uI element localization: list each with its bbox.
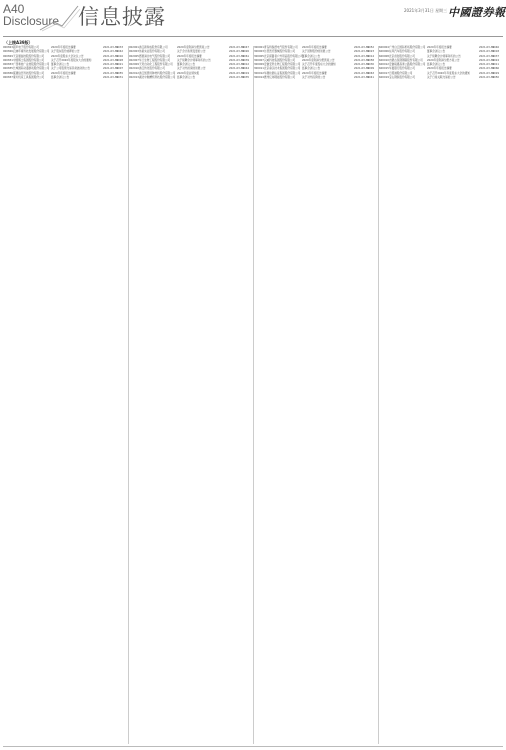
stock-code: 600010: [379, 58, 389, 62]
announcement-title: 2020年度利润分配预案公告: [302, 58, 335, 62]
issuer-name: 德豪润达电气股份有限公司: [139, 54, 171, 58]
announcement-date: 2021-03-31: [479, 58, 495, 62]
edition-number: B012: [242, 63, 249, 67]
announcement-title: 2020年年度报告摘要: [302, 71, 327, 75]
announcement-date: 2021-03-31: [103, 46, 119, 49]
edition-number: B044: [242, 67, 249, 71]
index-row: [254, 76, 378, 80]
index-row: [379, 76, 503, 80]
issuer-name: 浙江凯恩特种材料股份有限公司: [139, 71, 176, 75]
issuer-name: 广州白云国际机场股份有限公司: [389, 46, 426, 49]
edition-number: B031: [116, 76, 123, 80]
announcement-date: 2021-03-31: [229, 54, 245, 58]
announcement-date: 2021-03-31: [103, 71, 119, 75]
stock-code: 300012: [254, 71, 264, 75]
decoration-lines-icon: [40, 4, 80, 32]
announcement-title: 关于回购股份的进展公告: [302, 50, 331, 54]
announcement-title: 董事会决议公告: [177, 63, 196, 67]
stock-code: 000829: [3, 54, 13, 58]
section-title: 信息披露: [78, 5, 166, 29]
announcement-date: 2021-03-31: [479, 76, 495, 80]
issuer-name: 华夏银行股份有限公司: [389, 67, 415, 71]
announcement-title: 监事会决议公告: [177, 76, 196, 80]
announcement-date: 2021-03-31: [103, 50, 119, 54]
issuer-name: 乐普医疗器械股份有限公司: [264, 50, 296, 54]
announcement-title: 监事会决议公告: [302, 67, 321, 71]
issuer-name: 东风汽车股份有限公司: [389, 50, 415, 54]
issuer-name: 浙江新和成股份有限公司: [139, 46, 168, 49]
announcement-title: 2020年度利润分配方案公告: [427, 58, 460, 62]
edition-number: B042: [116, 50, 123, 54]
announcement-title: 董事会决议公告: [302, 54, 321, 58]
stock-code: 000823: [3, 46, 13, 49]
issuer-name: 惠州亿纬锂能股份有限公司: [264, 76, 296, 80]
page-header: [0, 0, 506, 36]
announcement-title: 2020年年度报告摘要: [51, 71, 76, 75]
page-code: A40: [3, 2, 25, 16]
stock-code: 002010: [129, 67, 139, 71]
announcement-title: 董事会决议公告: [51, 63, 70, 67]
announcement-date: 2021-03-31: [479, 50, 495, 54]
stock-code: 000835: [3, 67, 13, 71]
edition-number: B033: [116, 46, 123, 49]
issuer-name: 安徽安科生物工程股份有限公司: [264, 63, 301, 67]
issuer-name: 长城国际动漫游戏股份有限公司: [13, 67, 50, 71]
index-column: [128, 46, 253, 744]
announcement-date: 2021-03-31: [479, 71, 495, 75]
edition-number: B014: [367, 54, 374, 58]
stock-code: 300007: [254, 58, 264, 62]
stock-code: 600017: [379, 71, 389, 75]
announcement-date: 2021-03-31: [229, 50, 245, 54]
disclosure-index-table: [3, 46, 503, 744]
stock-code: 600008: [379, 54, 389, 58]
edition-number: B055: [116, 71, 123, 75]
announcement-title: 关于股东股份质押的公告: [51, 50, 80, 54]
edition-number: B009: [367, 67, 374, 71]
announcement-date: 2021-03-31: [479, 63, 495, 67]
stock-code: 000831: [3, 58, 13, 62]
announcement-title: 2020年年度报告摘要: [51, 46, 76, 49]
issuer-name: 北京首创股份有限公司: [389, 54, 415, 58]
issuer-name: 宝山钢铁股份有限公司: [389, 76, 415, 80]
index-row: [3, 76, 127, 80]
edition-number: B021: [116, 63, 123, 67]
announcement-date: 2021-03-31: [229, 58, 245, 62]
announcement-date: 2021-03-31: [354, 46, 370, 49]
edition-number: B047: [242, 46, 249, 49]
issuer-name: 内蒙古包钢钢联股份有限公司: [389, 58, 423, 62]
issuer-name: 秦川机床工具集团股份公司: [13, 76, 45, 80]
announcement-title: 监事会决议公告: [427, 63, 446, 67]
edition-number: B050: [492, 76, 499, 80]
announcement-title: 监事会决议公告: [51, 76, 70, 80]
edition-number: B018: [492, 50, 499, 54]
edition-number: B019: [242, 71, 249, 75]
issuer-name: 日照港股份有限公司: [389, 71, 413, 75]
announcement-date: 2021-03-31: [354, 76, 370, 80]
announcement-date: 2021-03-31: [354, 54, 370, 58]
announcement-title: 董事会决议公告: [427, 50, 446, 54]
issuer-name: 富通信息科技股份有限公司: [13, 71, 45, 75]
issuer-name: 启迪环境科技发展股份有限公司: [13, 50, 50, 54]
announcement-date: 2021-03-31: [354, 58, 370, 62]
issuer-name: 汉威科技集团股份有限公司: [264, 58, 296, 62]
stock-code: 000837: [3, 76, 13, 80]
stock-code: 600015: [379, 67, 389, 71]
issuer-name: 湖北中航精机科技股份有限公司: [139, 76, 176, 80]
issuer-name: 安徽皖通高速公路股份有限公司: [389, 63, 426, 67]
section-english-name: Disclosure: [3, 14, 60, 28]
issuer-name: 北京鼎汉技术集团股份有限公司: [264, 67, 301, 71]
announcement-date: 2021-03-31: [354, 67, 370, 71]
announcement-date: 2021-03-31: [103, 54, 119, 58]
issuer-name: 天奇自动化工程股份有限公司: [139, 63, 173, 67]
edition-number: B052: [367, 46, 374, 49]
issuer-name: 伟星实业股份有限公司: [139, 50, 165, 54]
issuer-name: 华兰生物工程股份有限公司: [139, 58, 171, 62]
announcement-title: 关于续聘会计师事务所的公告: [427, 54, 461, 58]
announcement-title: 2020年年度报告摘要: [427, 67, 452, 71]
stock-code: 300001: [254, 46, 264, 49]
announcement-title: 2020年年度报告摘要: [427, 46, 452, 49]
edition-number: B039: [242, 58, 249, 62]
announcement-title: 关于召开2020年年度股东大会的通知: [427, 71, 470, 75]
newspaper-logo: 中國證券報: [448, 6, 506, 19]
stock-code: 002007: [129, 58, 139, 62]
issuer-name: 天音通信控股股份有限公司: [13, 54, 45, 58]
announcement-title: 关于召开年度股东大会的通知: [302, 63, 336, 67]
edition-number: B066: [492, 67, 499, 71]
edition-number: B024: [492, 58, 499, 62]
announcement-date: 2021-03-31: [103, 63, 119, 67]
announcement-date: 2021-03-31: [479, 67, 495, 71]
announcement-date: 2021-03-31: [229, 63, 245, 67]
announcement-date: 2021-03-31: [354, 63, 370, 67]
announcement-date: 2021-03-31: [103, 67, 119, 71]
stock-code: 300011: [254, 67, 264, 71]
announcement-title: 2020年年度报告摘要: [302, 46, 327, 49]
stock-code: 000826: [3, 50, 13, 54]
announcement-title: 关于日常关联交易的公告: [427, 76, 456, 80]
stock-code: 600012: [379, 63, 389, 67]
stock-code: 000836: [3, 71, 13, 75]
stock-code: 002009: [129, 63, 139, 67]
announcement-title: 2020年度利润分配预案公告: [177, 46, 210, 49]
announcement-title: 2020年年度报告摘要: [177, 54, 202, 58]
edition-number: B035: [242, 76, 249, 80]
announcement-date: 2021-03-31: [479, 46, 495, 49]
announcement-title: 关于公司股票交易异常波动的公告: [51, 67, 90, 71]
announcement-title: 关于续聘会计师事务所的公告: [177, 58, 211, 62]
announcement-date: 2021-03-31: [229, 46, 245, 49]
stock-code: 600006: [379, 50, 389, 54]
edition-number: B028: [116, 58, 123, 62]
edition-number: B011: [492, 63, 499, 67]
header-divider: [3, 36, 503, 37]
stock-code: 600019: [379, 76, 389, 80]
edition-number: B026: [242, 50, 249, 54]
issuer-name: 广西粤桂广业控股股份有限公司: [13, 63, 50, 67]
announcement-date: 2021-03-31: [354, 50, 370, 54]
stock-code: 002003: [129, 50, 139, 54]
issuer-name: 华测检测认证集团股份有限公司: [264, 71, 301, 75]
announcement-title: 2020年度业绩快报: [177, 71, 200, 75]
issuer-name: 青岛特锐德电气股份有限公司: [264, 46, 298, 49]
announcement-date: 2021-03-31: [229, 67, 245, 71]
issuer-name: 超声电子股份有限公司: [13, 46, 39, 49]
announcement-date: 2021-03-31: [229, 71, 245, 75]
stock-code: 002005: [129, 54, 139, 58]
stock-code: 300009: [254, 63, 264, 67]
edition-number: B023: [367, 50, 374, 54]
index-row: [129, 76, 253, 80]
continuation-note: （上接A39版）: [4, 40, 33, 45]
footer-divider: [3, 746, 503, 747]
stock-code: 300003: [254, 50, 264, 54]
stock-code: 300014: [254, 76, 264, 80]
announcement-date: 2021-03-31: [103, 76, 119, 80]
edition-number: B063: [367, 71, 374, 75]
announcement-title: 关于会计政策变更的公告: [177, 50, 206, 54]
announcement-date: 2021-03-31: [229, 76, 245, 80]
edition-number: B030: [367, 63, 374, 67]
stock-code: 600004: [379, 46, 389, 49]
index-column: [253, 46, 378, 744]
issue-date: 2021年3月31日 星期三: [404, 8, 448, 13]
stock-code: 002001: [129, 46, 139, 49]
edition-number: B029: [492, 71, 499, 75]
edition-number: B046: [492, 46, 499, 49]
edition-number: B061: [242, 54, 249, 58]
announcement-title: 关于召开2020年度股东大会的通知: [51, 58, 92, 62]
edition-number: B058: [367, 58, 374, 62]
stock-code: 002013: [129, 76, 139, 80]
edition-number: B037: [492, 54, 499, 58]
index-column: [3, 46, 127, 744]
stock-code: 300005: [254, 54, 264, 58]
issuer-name: 中国稀土集团股份有限公司: [13, 58, 45, 62]
announcement-title: 2020年度股东大会决议公告: [51, 54, 84, 58]
announcement-title: 关于对外投资的公告: [302, 76, 326, 80]
issuer-name: 浙江传化股份有限公司: [139, 67, 165, 71]
edition-number: B007: [116, 67, 123, 71]
announcement-title: 关于对外担保的进展公告: [177, 67, 206, 71]
stock-code: 002012: [129, 71, 139, 75]
index-column: [378, 46, 503, 744]
announcement-date: 2021-03-31: [354, 71, 370, 75]
edition-number: B016: [116, 54, 123, 58]
stock-code: 000833: [3, 63, 13, 67]
edition-number: B041: [367, 76, 374, 80]
announcement-date: 2021-03-31: [103, 58, 119, 62]
issuer-name: 北京探路者户外用品股份有限公司: [264, 54, 303, 58]
announcement-date: 2021-03-31: [479, 54, 495, 58]
